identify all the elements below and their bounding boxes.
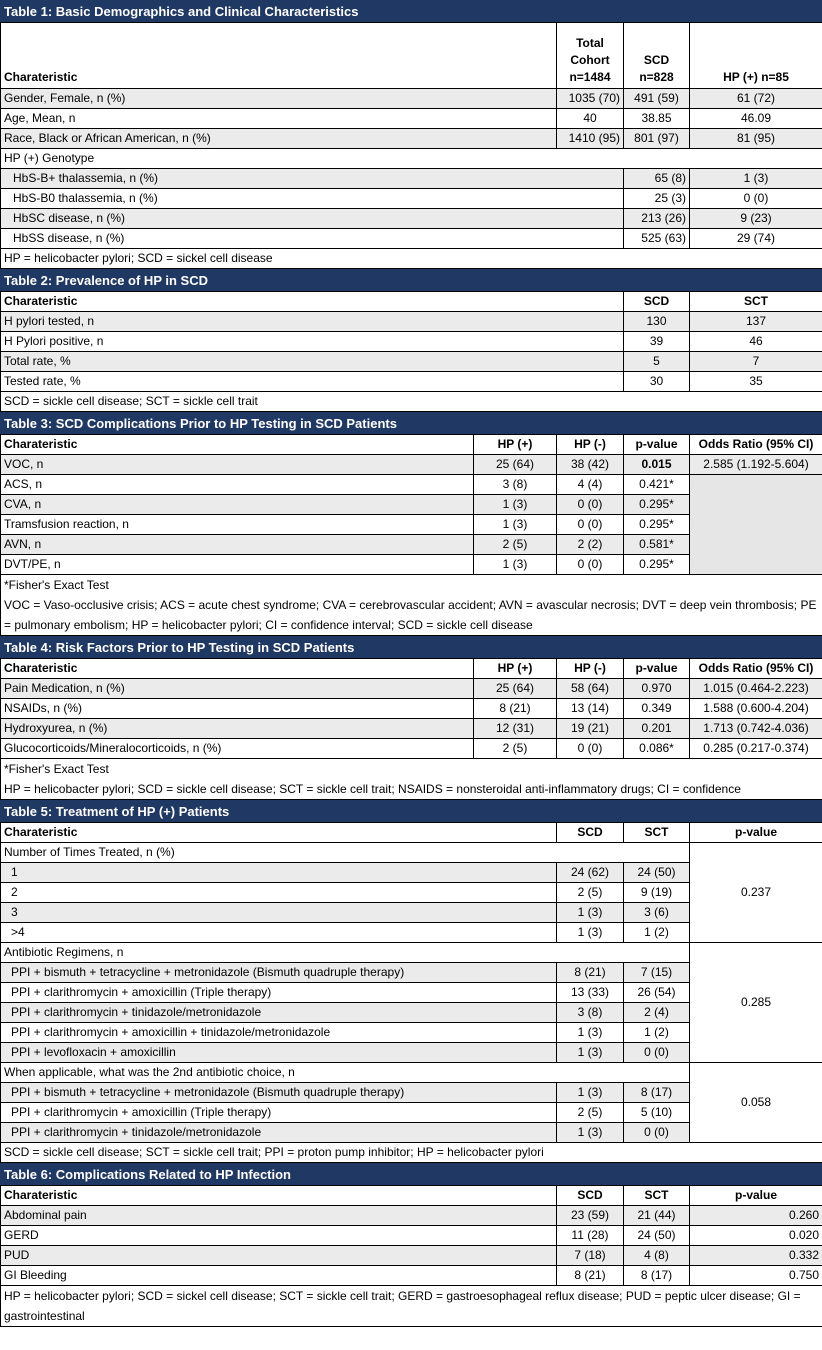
table-row: [1, 332, 822, 352]
t5-header-characteristic: Charateristic: [1, 823, 557, 843]
table-row: [1, 352, 822, 372]
row-label: HbS-B+ thalassemia, n (%): [1, 169, 624, 189]
table-row: [1, 169, 822, 189]
cell-scd: 2 (5): [557, 1103, 624, 1123]
t1-header-characteristic: Charateristic: [1, 23, 557, 89]
row-label: Glucocorticoids/Mineralocorticoids, n (%): [1, 739, 474, 759]
cell-sct: 9 (19): [624, 883, 690, 903]
row-label: ACS, n: [1, 475, 474, 495]
cell-hp-pos: 12 (31): [474, 719, 557, 739]
table-row: [1, 739, 822, 759]
t1-header-scd: SCD n=828: [624, 23, 690, 89]
cell-sct: 2 (4): [624, 1003, 690, 1023]
cell-hp-pos: 2 (5): [474, 739, 557, 759]
cell-scd: 1 (3): [557, 1123, 624, 1143]
table-row: [1, 943, 822, 963]
row-label: HbSC disease, n (%): [1, 209, 624, 229]
table-row: [1, 109, 822, 129]
cell-scd: 23 (59): [557, 1206, 624, 1226]
cell-hp-pos: 3 (8): [474, 475, 557, 495]
t3-header-pvalue: p-value: [624, 435, 690, 455]
table-2-footnote: SCD = sickle cell disease; SCT = sickle cell trait: [1, 392, 822, 412]
cell-scd: 1 (3): [557, 1043, 624, 1063]
cell-pvalue: 0.750: [690, 1266, 822, 1286]
t1-header-hp: HP (+) n=85: [690, 23, 822, 89]
cell-pvalue: 0.260: [690, 1206, 822, 1226]
cell-odds-ratio: 0.285 (0.217-0.374): [690, 739, 822, 759]
row-label: PPI + clarithromycin + tinidazole/metronidazole: [1, 1003, 557, 1023]
table-4: [0, 636, 822, 800]
t4-header-characteristic: Charateristic: [1, 659, 474, 679]
table-3: [0, 412, 822, 636]
cell-pvalue: 0.581*: [624, 535, 690, 555]
t5-header-pvalue: p-value: [690, 823, 822, 843]
cell-hp: 9 (23): [690, 209, 822, 229]
row-label: Tramsfusion reaction, n: [1, 515, 474, 535]
cell-scd: 491 (59): [624, 89, 690, 109]
cell-pvalue: 0.086*: [624, 739, 690, 759]
cell-hp-pos: 25 (64): [474, 455, 557, 475]
table-row: [1, 312, 822, 332]
row-label: PPI + levofloxacin + amoxicillin: [1, 1043, 557, 1063]
cell-pvalue: 0.295*: [624, 495, 690, 515]
table-3-title: Table 3: SCD Complications Prior to HP Testing in SCD Patients: [1, 413, 822, 435]
cell-sct: 1 (2): [624, 1023, 690, 1043]
cell-scd: 8 (21): [557, 963, 624, 983]
cell-scd: 13 (33): [557, 983, 624, 1003]
row-label: VOC, n: [1, 455, 474, 475]
table-row: [1, 475, 822, 495]
table-6-footnote: HP = helicobacter pylori; SCD = sickel cell disease; SCT = sickle cell trait; GERD = gastroesophageal reflux disease; PUD = peptic ulcer disease; GI = gastrointestinal: [1, 1286, 822, 1327]
table-row: [1, 455, 822, 475]
cell-scd: 25 (3): [624, 189, 690, 209]
cell-sct: 46: [690, 332, 822, 352]
cell-scd: 39: [624, 332, 690, 352]
cell-pvalue: 0.421*: [624, 475, 690, 495]
group-label: Number of Times Treated, n (%): [1, 843, 690, 863]
table-row: [1, 189, 822, 209]
cell-scd: 3 (8): [557, 1003, 624, 1023]
table-row: [1, 1206, 822, 1226]
cell-pvalue: 0.349: [624, 699, 690, 719]
row-label: HbSS disease, n (%): [1, 229, 624, 249]
cell-hp-pos: 8 (21): [474, 699, 557, 719]
table-row: [1, 229, 822, 249]
t3-header-hp-neg: HP (-): [557, 435, 624, 455]
table-2: [0, 269, 822, 412]
row-label: AVN, n: [1, 535, 474, 555]
table-row: [1, 1266, 822, 1286]
group-label: When applicable, what was the 2nd antibiotic choice, n: [1, 1063, 690, 1083]
row-label: Pain Medication, n (%): [1, 679, 474, 699]
table-4-title: Table 4: Risk Factors Prior to HP Testing in SCD Patients: [1, 637, 822, 659]
table-1: [0, 0, 822, 269]
cell-scd: 24 (62): [557, 863, 624, 883]
table-3-footnote: *Fisher's Exact Test VOC = Vaso-occlusive crisis; ACS = acute chest syndrome; CVA = cerebrovascular accident; AVN = avascular necrosis; DVT = deep vein thrombosis; PE = pulmonary embolism; HP = helicobacter pylori; CI = confidence interval; SCD = sickle cell disease: [1, 575, 822, 636]
table-row: [1, 1226, 822, 1246]
t6-header-characteristic: Charateristic: [1, 1186, 557, 1206]
cell-scd: 130: [624, 312, 690, 332]
cell-sct: 26 (54): [624, 983, 690, 1003]
cell-scd: 30: [624, 372, 690, 392]
cell-sct: 7: [690, 352, 822, 372]
cell-odds-ratio: 1.588 (0.600-4.204): [690, 699, 822, 719]
cell-hp-pos: 1 (3): [474, 515, 557, 535]
genotype-group-label: HP (+) Genotype: [1, 149, 822, 169]
cell-sct: 8 (17): [624, 1266, 690, 1286]
table-row: [1, 679, 822, 699]
table-5-title: Table 5: Treatment of HP (+) Patients: [1, 801, 822, 823]
cell-hp: 61 (72): [690, 89, 822, 109]
cell-scd: 38.85: [624, 109, 690, 129]
row-label: PPI + bismuth + tetracycline + metronidazole (Bismuth quadruple therapy): [1, 963, 557, 983]
cell-sct: 21 (44): [624, 1206, 690, 1226]
row-label: H pylori tested, n: [1, 312, 624, 332]
cell-pvalue: 0.970: [624, 679, 690, 699]
cell-hp-pos: 2 (5): [474, 535, 557, 555]
cell-sct: 7 (15): [624, 963, 690, 983]
table-1-footnote: HP = helicobacter pylori; SCD = sickel cell disease: [1, 249, 822, 269]
row-label: Race, Black or African American, n (%): [1, 129, 557, 149]
cell-sct: 3 (6): [624, 903, 690, 923]
row-label: HbS-B0 thalassemia, n (%): [1, 189, 624, 209]
t3-header-hp-pos: HP (+): [474, 435, 557, 455]
row-label: PPI + clarithromycin + amoxicillin + tinidazole/metronidazole: [1, 1023, 557, 1043]
row-label: DVT/PE, n: [1, 555, 474, 575]
cell-scd: 1 (3): [557, 923, 624, 943]
t4-header-or: Odds Ratio (95% CI): [690, 659, 822, 679]
t4-header-pvalue: p-value: [624, 659, 690, 679]
cell-sct: 5 (10): [624, 1103, 690, 1123]
cell-hp-neg: 58 (64): [557, 679, 624, 699]
table-row: [1, 699, 822, 719]
cell-hp-neg: 13 (14): [557, 699, 624, 719]
t6-header-pvalue: p-value: [690, 1186, 822, 1206]
cell-hp-neg: 0 (0): [557, 739, 624, 759]
t6-header-sct: SCT: [624, 1186, 690, 1206]
cell-hp: 81 (95): [690, 129, 822, 149]
row-label: GERD: [1, 1226, 557, 1246]
cell-sct: 0 (0): [624, 1043, 690, 1063]
cell-sct: 8 (17): [624, 1083, 690, 1103]
cell-scd: 2 (5): [557, 883, 624, 903]
table-row: [1, 719, 822, 739]
table-row: [1, 209, 822, 229]
cell-pvalue: 0.332: [690, 1246, 822, 1266]
row-label: Gender, Female, n (%): [1, 89, 557, 109]
cell-hp-neg: 0 (0): [557, 515, 624, 535]
cell-hp-neg: 0 (0): [557, 555, 624, 575]
cell-sct: 0 (0): [624, 1123, 690, 1143]
t2-header-characteristic: Charateristic: [1, 292, 624, 312]
cell-sct: 1 (2): [624, 923, 690, 943]
cell-sct: 35: [690, 372, 822, 392]
row-label: 3: [1, 903, 557, 923]
row-label: GI Bleeding: [1, 1266, 557, 1286]
cell-hp-pos: 25 (64): [474, 679, 557, 699]
cell-sct: 24 (50): [624, 1226, 690, 1246]
row-label: 2: [1, 883, 557, 903]
cell-scd: 5: [624, 352, 690, 372]
table-5-footnote: SCD = sickle cell disease; SCT = sickle cell trait; PPI = proton pump inhibitor; HP = helicobacter pylori: [1, 1143, 822, 1163]
cell-scd: 801 (97): [624, 129, 690, 149]
t4-header-hp-neg: HP (-): [557, 659, 624, 679]
t6-header-scd: SCD: [557, 1186, 624, 1206]
cell-pvalue: 0.015: [624, 455, 690, 475]
cell-odds-ratio: 1.015 (0.464-2.223): [690, 679, 822, 699]
table-2-title: Table 2: Prevalence of HP in SCD: [1, 270, 822, 292]
table-row: [1, 372, 822, 392]
cell-total: 1410 (95): [557, 129, 624, 149]
cell-hp: 1 (3): [690, 169, 822, 189]
cell-hp-neg: 19 (21): [557, 719, 624, 739]
cell-total: 1035 (70): [557, 89, 624, 109]
cell-pvalue: 0.295*: [624, 515, 690, 535]
cell-scd: 525 (63): [624, 229, 690, 249]
t3-header-characteristic: Charateristic: [1, 435, 474, 455]
odds-ratio-empty-cell: [690, 475, 822, 575]
t2-header-scd: SCD: [624, 292, 690, 312]
cell-scd: 7 (18): [557, 1246, 624, 1266]
table-row: [1, 843, 822, 863]
row-label: PPI + clarithromycin + amoxicillin (Triple therapy): [1, 983, 557, 1003]
cell-odds-ratio: 1.713 (0.742-4.036): [690, 719, 822, 739]
cell-hp: 0 (0): [690, 189, 822, 209]
cell-hp-neg: 4 (4): [557, 475, 624, 495]
row-label: H Pylori positive, n: [1, 332, 624, 352]
group-pvalue: 0.237: [690, 843, 822, 943]
t4-header-hp-pos: HP (+): [474, 659, 557, 679]
row-label: Tested rate, %: [1, 372, 624, 392]
cell-pvalue: 0.020: [690, 1226, 822, 1246]
table-5: [0, 800, 822, 1163]
table-row: [1, 89, 822, 109]
cell-hp-pos: 1 (3): [474, 495, 557, 515]
t2-header-sct: SCT: [690, 292, 822, 312]
table-row: [1, 1246, 822, 1266]
t1-header-total: Total Cohort n=1484: [557, 23, 624, 89]
cell-odds-ratio: 2.585 (1.192-5.604): [690, 455, 822, 475]
group-pvalue: 0.058: [690, 1063, 822, 1143]
group-label: Antibiotic Regimens, n: [1, 943, 690, 963]
cell-hp: 46.09: [690, 109, 822, 129]
table-6-title: Table 6: Complications Related to HP Infection: [1, 1164, 822, 1186]
cell-scd: 1 (3): [557, 1083, 624, 1103]
row-label: Hydroxyurea, n (%): [1, 719, 474, 739]
table-6: [0, 1163, 822, 1327]
table-1-title: Table 1: Basic Demographics and Clinical Characteristics: [1, 1, 822, 23]
cell-hp: 29 (74): [690, 229, 822, 249]
row-label: PPI + bismuth + tetracycline + metronidazole (Bismuth quadruple therapy): [1, 1083, 557, 1103]
group-pvalue: 0.285: [690, 943, 822, 1063]
row-label: Abdominal pain: [1, 1206, 557, 1226]
t5-header-scd: SCD: [557, 823, 624, 843]
table-row: [1, 149, 822, 169]
cell-scd: 11 (28): [557, 1226, 624, 1246]
cell-pvalue: 0.295*: [624, 555, 690, 575]
cell-sct: 24 (50): [624, 863, 690, 883]
table-4-footnote: *Fisher's Exact Test HP = helicobacter pylori; SCD = sickle cell disease; SCT = sickle cell trait; NSAIDS = nonsteroidal anti-inflammatory drugs; CI = confidence: [1, 759, 822, 800]
cell-total: 40: [557, 109, 624, 129]
row-label: PUD: [1, 1246, 557, 1266]
cell-scd: 8 (21): [557, 1266, 624, 1286]
row-label: NSAIDs, n (%): [1, 699, 474, 719]
cell-scd: 1 (3): [557, 903, 624, 923]
row-label: PPI + clarithromycin + tinidazole/metronidazole: [1, 1123, 557, 1143]
row-label: Age, Mean, n: [1, 109, 557, 129]
table-row: [1, 129, 822, 149]
cell-scd: 65 (8): [624, 169, 690, 189]
cell-hp-pos: 1 (3): [474, 555, 557, 575]
row-label: >4: [1, 923, 557, 943]
t5-header-sct: SCT: [624, 823, 690, 843]
t3-header-or: Odds Ratio (95% CI): [690, 435, 822, 455]
table-row: [1, 1063, 822, 1083]
cell-scd: 1 (3): [557, 1023, 624, 1043]
row-label: CVA, n: [1, 495, 474, 515]
cell-scd: 213 (26): [624, 209, 690, 229]
row-label: 1: [1, 863, 557, 883]
cell-hp-neg: 2 (2): [557, 535, 624, 555]
cell-hp-neg: 0 (0): [557, 495, 624, 515]
cell-hp-neg: 38 (42): [557, 455, 624, 475]
row-label: Total rate, %: [1, 352, 624, 372]
cell-sct: 137: [690, 312, 822, 332]
cell-sct: 4 (8): [624, 1246, 690, 1266]
row-label: PPI + clarithromycin + amoxicillin (Triple therapy): [1, 1103, 557, 1123]
cell-pvalue: 0.201: [624, 719, 690, 739]
